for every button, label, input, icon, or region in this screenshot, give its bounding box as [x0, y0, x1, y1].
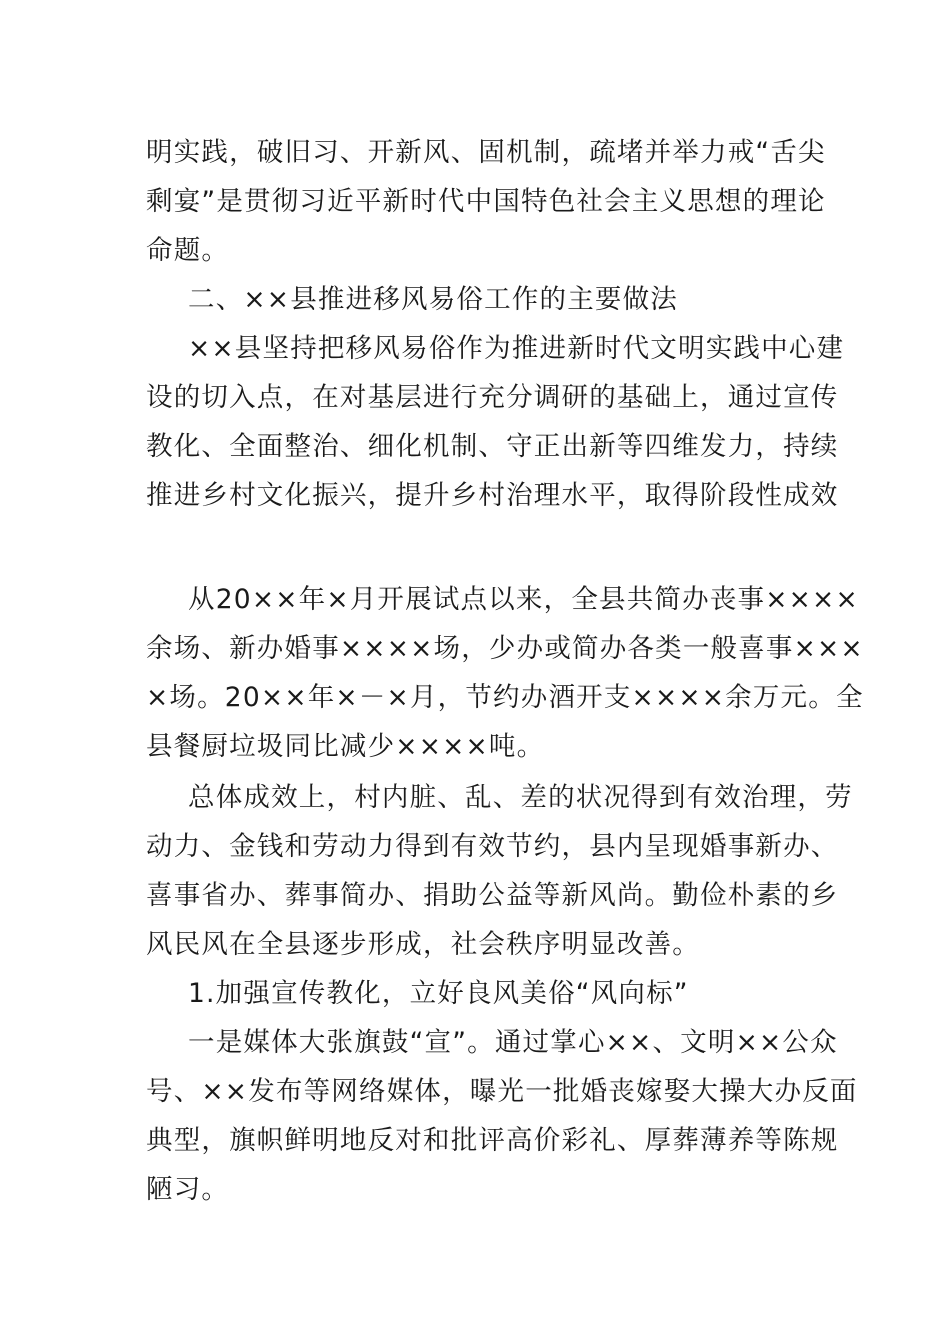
text-line: ××县坚持把移风易俗作为推进新时代文明实践中心建: [188, 333, 845, 364]
text-line: 从20××年×月开展试点以来，全县共简办丧事××××: [188, 584, 859, 615]
text-line: 一是媒体大张旗鼓“宣”。通过掌心××、文明××公众: [188, 1027, 838, 1058]
paragraph-practices: [146, 324, 845, 520]
text-line: 风民风在全县逐步形成，社会秩序明显改善。: [146, 929, 700, 960]
text-line: 余场、新办婚事××××场，少办或简办各类一般喜事×××: [146, 633, 864, 664]
text-line: 剩宴”是贯彻习近平新时代中国特色社会主义思想的理论: [146, 186, 826, 217]
text-line: 命题。: [146, 235, 230, 266]
section-heading: [146, 275, 810, 324]
text-line: 推进乡村文化振兴，提升乡村治理水平，取得阶段性成效: [146, 480, 839, 511]
paragraph-media: [146, 1018, 858, 1214]
paragraph-results: [146, 575, 864, 771]
text-line: 明实践，破旧习、开新风、固机制，疏堵并举力戒“舌尖: [146, 137, 826, 168]
text-line: 号、××发布等网络媒体，曝光一批婚丧嫁娶大操大办反面: [146, 1076, 858, 1107]
text-line: ×场。20××年×－×月，节约办酒开支××××余万元。全: [146, 682, 864, 713]
heading-text: 1.加强宣传教化，立好良风美俗“风向标”: [188, 978, 689, 1009]
paragraph-overall: [146, 773, 853, 969]
text-line: 陋习。: [146, 1174, 230, 1205]
text-line: 总体成效上，村内脏、乱、差的状况得到有效治理，劳: [188, 782, 853, 813]
text-line: 喜事省办、葬事简办、捐助公益等新风尚。勤俭朴素的乡: [146, 880, 839, 911]
heading-text: 二、××县推进移风易俗工作的主要做法: [188, 284, 679, 315]
subsection-heading: [146, 969, 810, 1018]
paragraph-continuation: [146, 128, 826, 275]
text-line: 县餐厨垃圾同比减少××××吨。: [146, 731, 545, 762]
text-line: 典型，旗帜鲜明地反对和批评高价彩礼、厚葬薄养等陈规: [146, 1125, 839, 1156]
text-line: 教化、全面整治、细化机制、守正出新等四维发力，持续: [146, 431, 839, 462]
text-line: 动力、金钱和劳动力得到有效节约，县内呈现婚事新办、: [146, 831, 839, 862]
text-line: 设的切入点，在对基层进行充分调研的基础上，通过宣传: [146, 382, 839, 413]
